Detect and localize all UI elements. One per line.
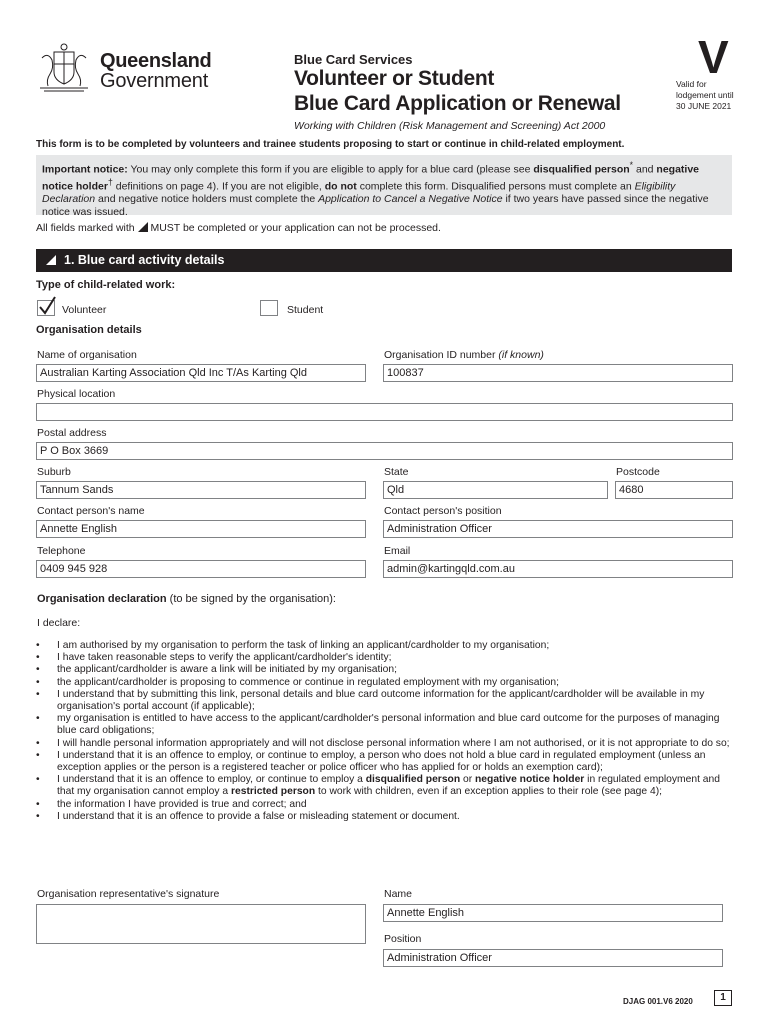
intro-text: This form is to be completed by volunteers and trainee students proposing to start or continue in child-related employment. — [36, 139, 625, 150]
org-id-label: Organisation ID number (if known) — [384, 349, 544, 361]
list-item: • I understand that it is an offence to employ, or continue to employ, a person who does not hold a blue card in regulated employment (unless an exception applies or the person is a registered teacher or police officer who has applied for or holds an exemption card); — [36, 750, 736, 774]
rep-position-field[interactable]: Administration Officer — [383, 949, 723, 967]
telephone-field[interactable]: 0409 945 928 — [36, 560, 366, 578]
checkmark-icon — [37, 296, 57, 316]
declaration-list — [36, 640, 736, 823]
contact-name-label: Contact person's name — [37, 505, 145, 517]
suburb-field[interactable]: Tannum Sands — [36, 481, 366, 499]
list-item: • the applicant/cardholder is proposing to commence or continue in regulated employment with my organisation; — [36, 677, 736, 689]
postcode-field[interactable]: 4680 — [615, 481, 733, 499]
signature-label: Organisation representative's signature — [37, 888, 220, 900]
required-marker-icon — [138, 222, 148, 232]
org-details-heading: Organisation details — [36, 324, 142, 336]
form-code-footer: DJAG 001.V6 2020 — [623, 997, 693, 1006]
required-fields-note: All fields marked with MUST be completed or your application can not be processed. — [36, 222, 441, 234]
contact-name-field[interactable]: Annette English — [36, 520, 366, 538]
contact-position-label: Contact person's position — [384, 505, 502, 517]
work-type-label: Type of child-related work: — [36, 279, 176, 291]
org-name-field[interactable]: Australian Karting Association Qld Inc T/As Karting Qld — [36, 364, 366, 382]
valid-until: Valid for lodgement until 30 JUNE 2021 — [676, 79, 734, 111]
telephone-label: Telephone — [37, 545, 86, 557]
org-declaration-heading: Organisation declaration (to be signed by the organisation): — [37, 593, 336, 605]
required-marker-icon — [46, 255, 56, 265]
i-declare-label: I declare: — [37, 617, 81, 629]
student-label: Student — [287, 304, 324, 316]
brand-queensland: Queensland — [100, 50, 212, 72]
rep-name-field[interactable]: Annette English — [383, 904, 723, 922]
org-id-field[interactable]: 100837 — [383, 364, 733, 382]
service-name: Blue Card Services — [294, 52, 413, 67]
signature-field[interactable] — [36, 904, 366, 944]
org-name-label: Name of organisation — [37, 349, 137, 361]
list-item: • I am authorised by my organisation to perform the task of linking an applicant/cardholder to my organisation; — [36, 640, 736, 652]
contact-position-field[interactable]: Administration Officer — [383, 520, 733, 538]
list-item: • the information I have provided is true and correct; and — [36, 799, 736, 811]
form-title: Volunteer or Student Blue Card Application or Renewal — [294, 67, 621, 115]
important-notice: Important notice: You may only complete this form if you are eligible to apply for a blue card (please see disqualified person* and negative notice holder† definitions on page 4). If you are not eligible, do not complete this form. Disqualified persons must complete an Eligibility Declaration and negative notice holders must complete the Application to Cancel a Negative Notice if two years have passed since the negative notice was issued. — [36, 155, 732, 215]
list-item: • the applicant/cardholder is aware a link will be initiated by my organisation; — [36, 664, 736, 676]
list-item: • I have taken reasonable steps to verify the applicant/cardholder's identity; — [36, 652, 736, 664]
queensland-crest-logo — [36, 42, 92, 94]
volunteer-label: Volunteer — [62, 304, 107, 316]
rep-position-label: Position — [384, 933, 422, 945]
list-item: • I understand that it is an offence to employ, or continue to employ a disqualified person or negative notice holder in regulated employment and that my organisation cannot employ a restricted person to work with children, even if an exception applies to their role (see page 4); — [36, 774, 736, 798]
state-field[interactable]: Qld — [383, 481, 608, 499]
postcode-label: Postcode — [616, 466, 660, 478]
list-item: • I understand that it is an offence to provide a false or misleading statement or document. — [36, 811, 736, 823]
section-1-heading: 1. Blue card activity details — [36, 249, 732, 272]
page-number: 1 — [714, 990, 732, 1006]
email-label: Email — [384, 545, 411, 557]
list-item: • I will handle personal information appropriately and will not disclose personal information where I am not authorised, or it is not appropriate to do so; — [36, 738, 736, 750]
act-reference: Working with Children (Risk Management and Screening) Act 2000 — [294, 120, 606, 132]
brand-government: Government — [100, 70, 209, 92]
postal-address-field[interactable]: P O Box 3669 — [36, 442, 733, 460]
rep-name-label: Name — [384, 888, 413, 900]
form-code: V — [698, 31, 729, 83]
student-checkbox[interactable] — [260, 300, 278, 316]
list-item: • I understand that by submitting this link, personal details and blue card outcome information for the applicant/cardholder will be available in my organisation's portal account (if applicable); — [36, 689, 736, 713]
physical-location-label: Physical location — [37, 388, 116, 400]
suburb-label: Suburb — [37, 466, 71, 478]
list-item: • my organisation is entitled to have access to the applicant/cardholder's personal information and blue card outcome for the purposes of managing blue card obligations; — [36, 713, 736, 737]
state-label: State — [384, 466, 409, 478]
email-field[interactable]: admin@kartingqld.com.au — [383, 560, 733, 578]
volunteer-checkbox[interactable] — [37, 300, 55, 316]
physical-location-field[interactable] — [36, 403, 733, 421]
postal-address-label: Postal address — [37, 427, 107, 439]
